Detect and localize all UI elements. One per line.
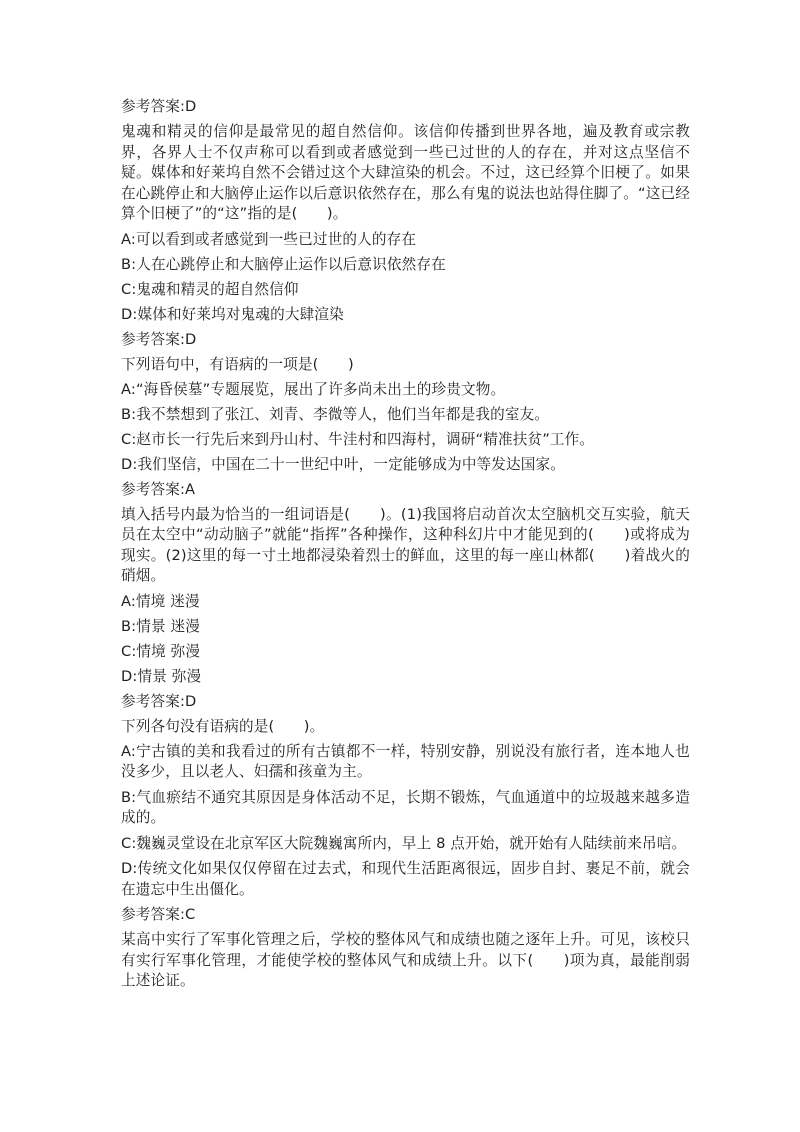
- question-stem: 鬼魂和精灵的信仰是最常见的超自然信仰。该信仰传播到世界各地，遍及教育或宗教界，各界人士不仅声称可以看到或者感觉到一些已过世的人的存在，并对这点坚信不疑。媒体和好莱坞自然不会错过这个大肆渲染的机会。不过，这已经算个旧梗了。如果在心跳停止和大脑停止运作以后意识依然存在，那么有鬼的说法也站得住脚了。“这已经算个旧梗了”的“这”指的是( )。: [121, 123, 690, 222]
- option-b: B:情景 迷漫: [121, 617, 200, 635]
- option-b: B:气血瘀结不通究其原因是身体活动不足，长期不锻炼，气血通道中的垃圾越来越多造成的。: [121, 788, 690, 826]
- option-d: D:情景 弥漫: [121, 667, 202, 685]
- answer-label: 参考答案:A: [121, 480, 196, 498]
- option-a: A:情境 迷漫: [121, 592, 200, 610]
- option-c: C:鬼魂和精灵的超自然信仰: [121, 280, 299, 298]
- option-c: C:赵市长一行先后来到丹山村、牛洼村和四海村，调研“精准扶贫”工作。: [121, 430, 595, 448]
- option-a: A:“海昏侯墓”专题展览，展出了许多尚未出土的珍贵文物。: [121, 380, 506, 398]
- answer-label: 参考答案:C: [121, 906, 196, 923]
- option-b: B:人在心跳停止和大脑停止运作以后意识依然存在: [121, 255, 446, 273]
- option-b: B:我不禁想到了张江、刘青、李微等人，他们当年都是我的室友。: [121, 405, 550, 423]
- question-stem: 下列各句没有语病的是( )。: [121, 717, 325, 735]
- answer-label: 参考答案:D: [121, 330, 197, 348]
- answer-label: 参考答案:D: [121, 98, 197, 115]
- option-c: C:魏巍灵堂设在北京军区大院魏巍寓所内，早上 8 点开始，就开始有人陆续前来吊唁。: [121, 834, 687, 852]
- answer-label: 参考答案:D: [121, 692, 197, 710]
- option-d: D:媒体和好莱坞对鬼魂的大肆渲染: [121, 305, 344, 323]
- question-stem: 下列语句中，有语病的一项是( ): [121, 355, 354, 373]
- option-a: A:可以看到或者感觉到一些已过世的人的存在: [121, 230, 417, 248]
- question-stem: 某高中实行了军事化管理之后，学校的整体风气和成绩也随之逐年上升。可见，该校只有实行军事化管理，才能使学校的整体风气和成绩上升。以下( )项为真，最能削弱上述论证。: [121, 931, 690, 989]
- option-c: C:情境 弥漫: [121, 642, 201, 660]
- option-a: A:宁古镇的美和我看过的所有古镇都不一样，特别安静，别说没有旅行者，连本地人也没多少，且以老人、妇孺和孩童为主。: [121, 742, 690, 780]
- option-d: D:我们坚信，中国在二十一世纪中叶，一定能够成为中等发达国家。: [121, 455, 566, 473]
- question-stem: 填入括号内最为恰当的一组词语是( )。(1)我国将启动首次太空脑机交互实验，航天员在太空中“动动脑子”就能“指挥”各种操作，这种科幻片中才能见到的( )或将成为现实。(2)这里的每一寸土地都浸染着烈士的鲜血，这里的每一座山林都( )着战火的硝烟。: [121, 505, 690, 584]
- option-d: D:传统文化如果仅仅停留在过去式，和现代生活距离很远，固步自封、裹足不前，就会在遗忘中生出僵化。: [121, 860, 690, 898]
